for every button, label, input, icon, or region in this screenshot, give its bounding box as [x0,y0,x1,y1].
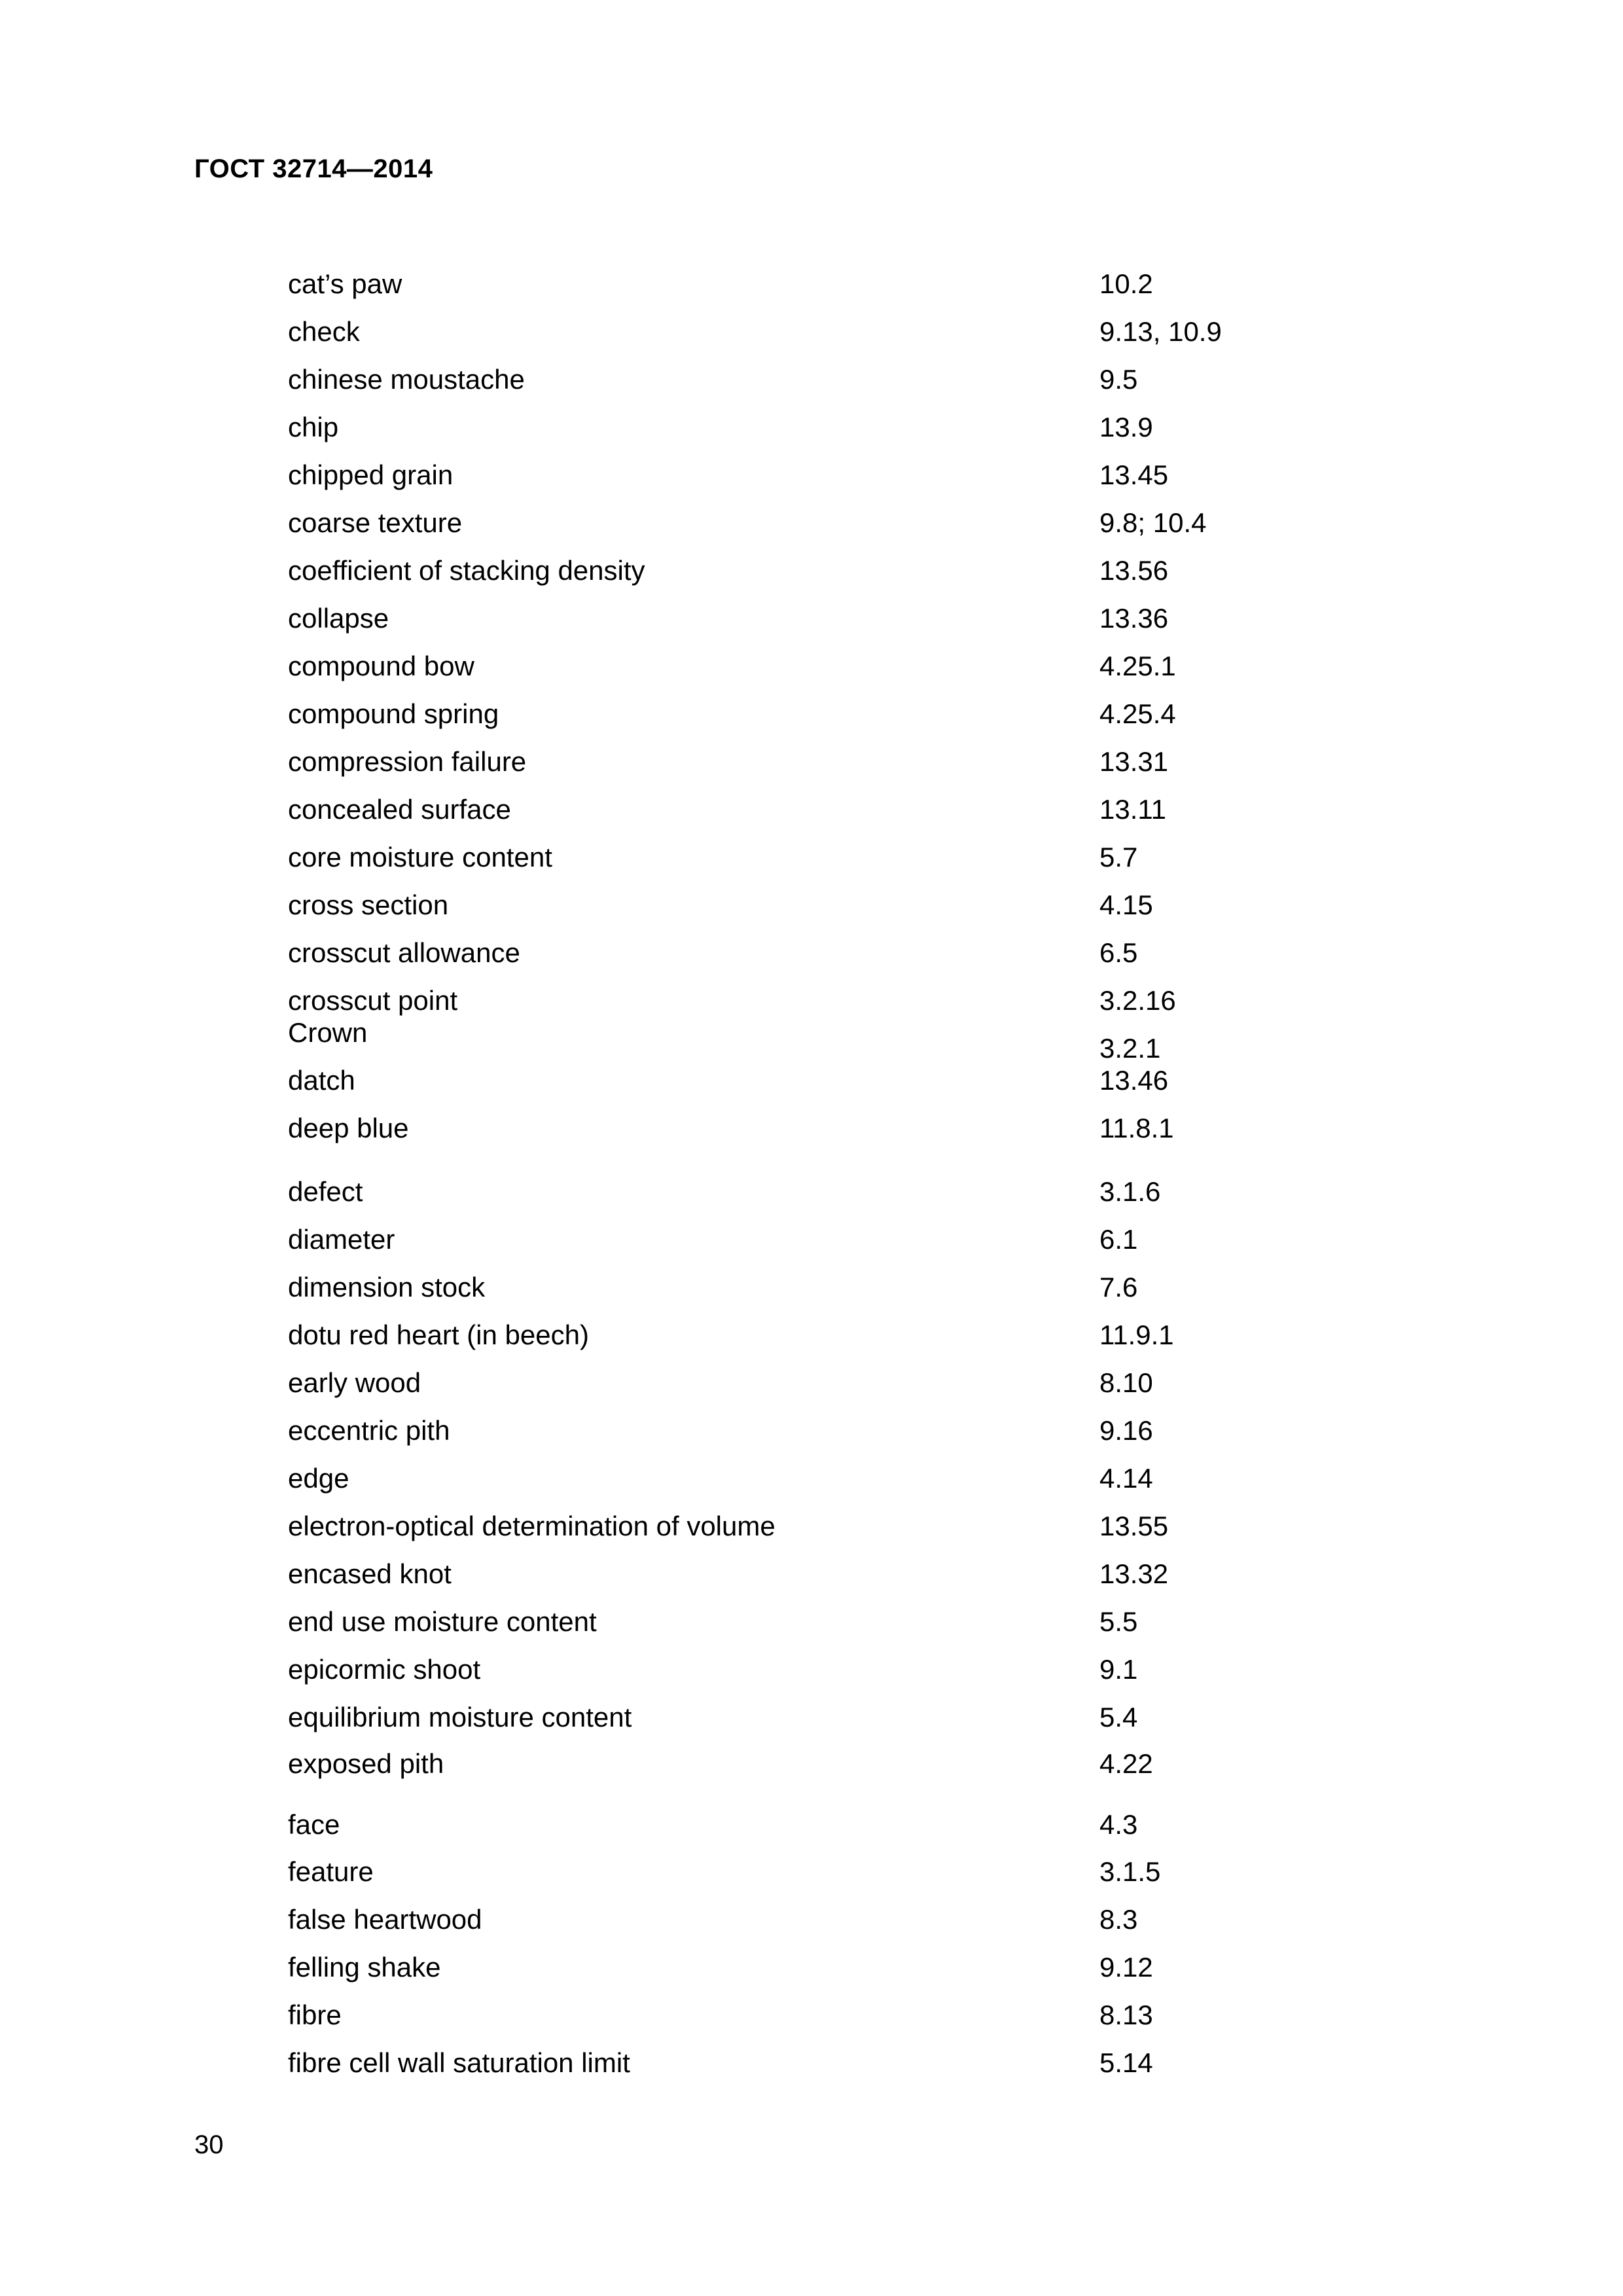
entry-term: fibre cell wall saturation limit [288,2047,630,2078]
entry-reference: 13.46 [1099,1065,1169,1096]
entry-term: chip [288,412,339,442]
entry-term: crosscut point [288,985,458,1016]
entry-reference: 10.2 [1099,268,1153,299]
entry-reference: 13.55 [1099,1511,1169,1541]
entry-term: defect [288,1176,363,1207]
entry-term: equilibrium moisture content [288,1702,632,1732]
entry-term: electron-optical determination of volume [288,1511,776,1541]
document-header: ГОСТ 32714—2014 [194,154,433,183]
entry-reference: 13.36 [1099,603,1169,634]
entry-reference: 3.1.5 [1099,1856,1161,1887]
entry-reference: 5.14 [1099,2047,1153,2078]
entry-term: dimension stock [288,1272,486,1302]
page-number: 30 [194,2130,224,2159]
entry-reference: 4.25.1 [1099,651,1176,681]
entry-term: cat’s paw [288,268,402,299]
entry-term: compound bow [288,651,474,681]
entry-reference: 9.12 [1099,1952,1153,1982]
entry-term: cross section [288,889,449,920]
entry-reference: 13.9 [1099,412,1153,442]
entry-term: eccentric pith [288,1415,450,1446]
entry-reference: 6.5 [1099,937,1138,968]
entry-reference: 7.6 [1099,1272,1138,1302]
entry-term: diameter [288,1224,395,1255]
entry-term: deep blue [288,1113,409,1143]
entry-term: datch [288,1065,355,1096]
entry-reference: 5.7 [1099,842,1138,872]
entry-term: dotu red heart (in beech) [288,1319,589,1350]
entry-reference: 9.16 [1099,1415,1153,1446]
entry-term: epicormic shoot [288,1654,481,1685]
entry-reference: 5.4 [1099,1702,1138,1732]
entry-term: early wood [288,1367,421,1398]
entry-term: crosscut allowance [288,937,520,968]
entry-term: edge [288,1463,349,1494]
entry-reference: 13.56 [1099,555,1169,586]
entry-reference: 4.25.4 [1099,698,1176,729]
entry-reference: 13.11 [1099,794,1166,825]
entry-term: chinese moustache [288,364,525,395]
entry-reference: 3.2.16 [1099,985,1176,1016]
entry-term: exposed pith [288,1748,444,1779]
entry-term: compression failure [288,746,527,777]
entry-reference: 4.22 [1099,1748,1153,1779]
entry-reference: 13.31 [1099,746,1169,777]
entry-term: Crown [288,1017,368,1048]
entry-reference: 6.1 [1099,1224,1138,1255]
entry-term: face [288,1809,340,1840]
entry-term: coefficient of stacking density [288,555,645,586]
entry-reference: 11.9.1 [1099,1319,1174,1350]
entry-reference: 5.5 [1099,1606,1138,1637]
entry-reference: 8.3 [1099,1904,1138,1935]
entry-reference: 9.5 [1099,364,1138,395]
entry-term: encased knot [288,1558,452,1589]
entry-term: collapse [288,603,389,634]
entry-term: felling shake [288,1952,441,1982]
entry-reference: 3.1.6 [1099,1176,1161,1207]
entry-term: feature [288,1856,374,1887]
entry-term: fibre [288,2000,342,2030]
entry-term: compound spring [288,698,499,729]
entry-reference: 9.13, 10.9 [1099,316,1222,347]
entry-reference: 4.15 [1099,889,1153,920]
entry-reference: 8.10 [1099,1367,1153,1398]
entry-reference: 4.3 [1099,1809,1138,1840]
entry-term: core moisture content [288,842,552,872]
entry-reference: 11.8.1 [1099,1113,1174,1143]
entry-term: end use moisture content [288,1606,597,1637]
entry-term: concealed surface [288,794,511,825]
entry-reference: 13.32 [1099,1558,1169,1589]
entry-reference: 3.2.1 [1099,1033,1161,1064]
entry-reference: 13.45 [1099,459,1169,490]
entry-reference: 9.8; 10.4 [1099,507,1207,538]
entry-term: chipped grain [288,459,454,490]
entry-term: check [288,316,360,347]
entry-term: false heartwood [288,1904,482,1935]
entry-reference: 8.13 [1099,2000,1153,2030]
entry-term: coarse texture [288,507,463,538]
entry-reference: 4.14 [1099,1463,1153,1494]
entry-reference: 9.1 [1099,1654,1138,1685]
